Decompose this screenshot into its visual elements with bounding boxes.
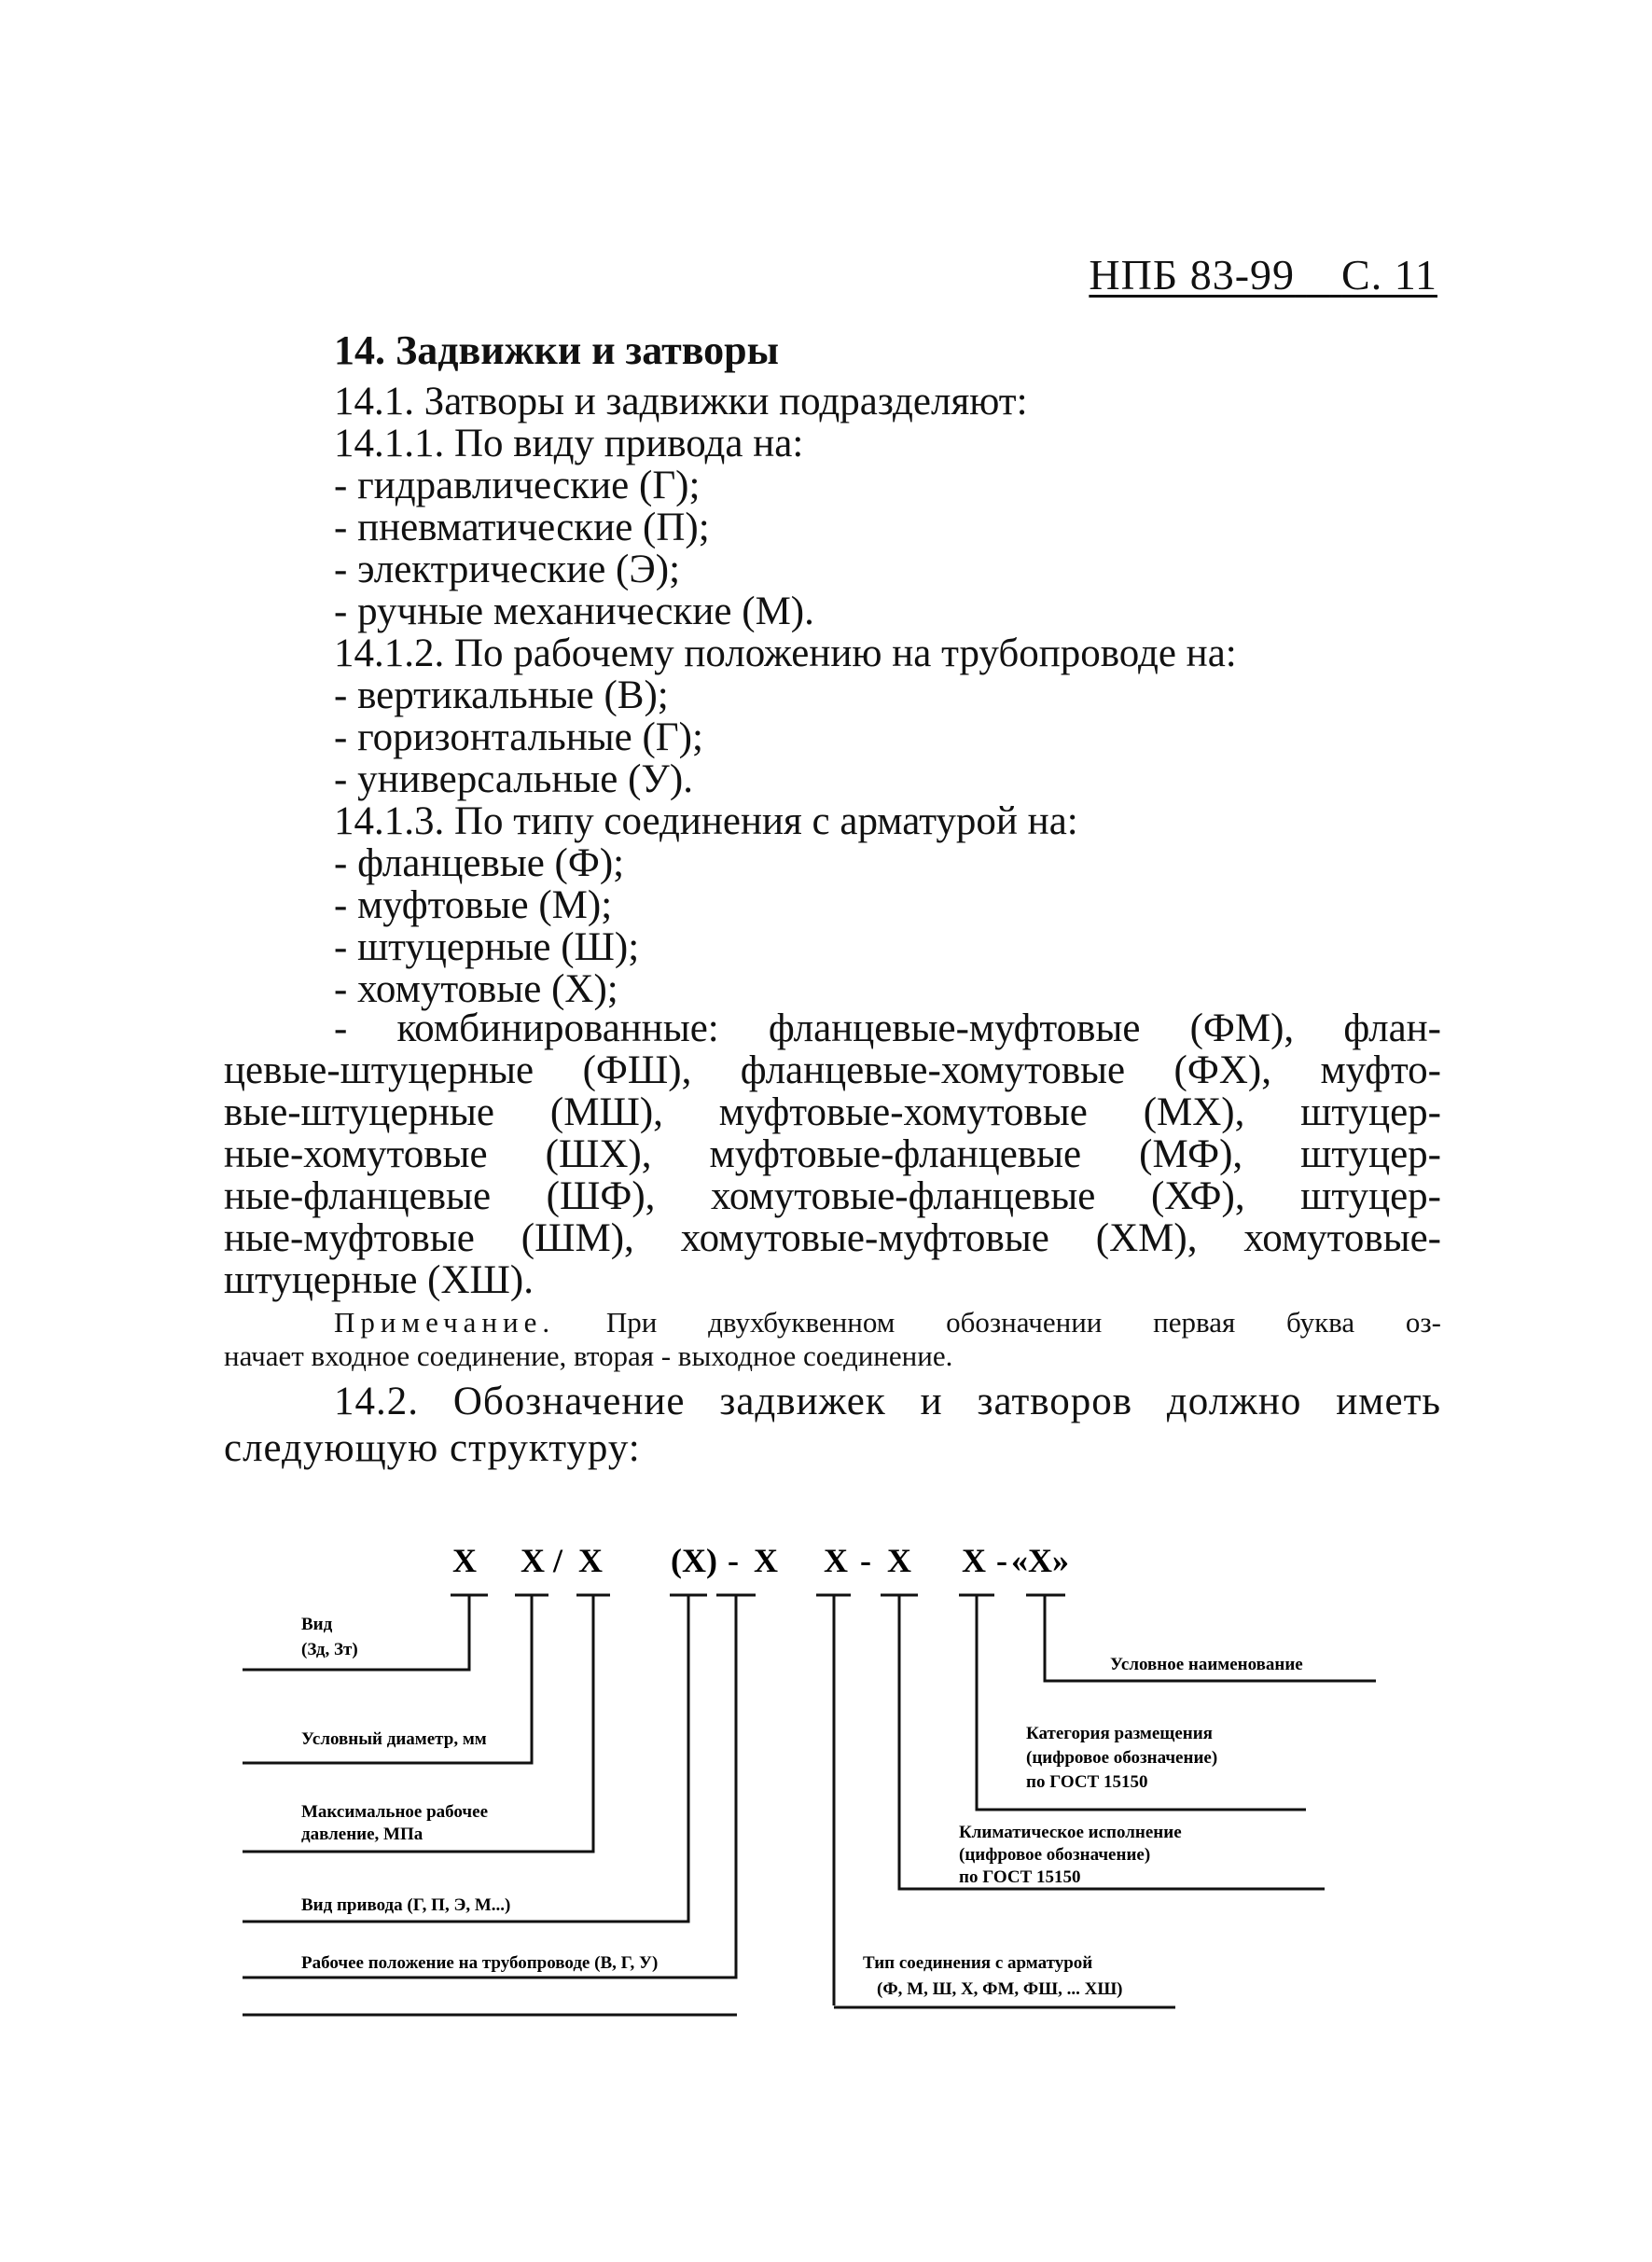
paragraph-line: ные-фланцевые (ШФ), хомутовые-фланцевые (ХФ), штуцер- <box>224 1174 1441 1218</box>
page-number: С. 11 <box>1341 251 1437 298</box>
label-pressure-units: давление, МПа <box>301 1825 423 1844</box>
note-text-continued: начает входное соединение, вторая - выходное соединение. <box>224 1339 953 1372</box>
label-pressure: Максимальное рабочее <box>301 1802 489 1822</box>
list-line: 14.1.1. По виду привода на: <box>334 422 804 465</box>
label-connection-types: (Ф, М, Ш, Х, ФМ, ФШ, ... ХШ) <box>877 1979 1123 1999</box>
list-line: - гидравлические (Г); <box>334 464 701 507</box>
structure-line: 14.2. Обозначение задвижек и затворов должно иметь <box>334 1380 1441 1423</box>
paragraph-line: цевые-штуцерные (ФШ), фланцевые-хомутовые (ФХ), муфто- <box>224 1048 1441 1092</box>
label-climate-digital: (цифровое обозначение) <box>959 1845 1151 1865</box>
code-part: Х <box>754 1542 778 1579</box>
list-line: - штуцерные (Ш); <box>334 925 640 969</box>
label-placement-gost: по ГОСТ 15150 <box>1026 1772 1148 1792</box>
list-line: - вертикальные (В); <box>334 673 669 717</box>
section-title: 14. Задвижки и затворы <box>334 327 779 373</box>
page-header <box>1089 250 1437 299</box>
combined-types-paragraph <box>224 1007 1441 1301</box>
paragraph-line: ные-хомутовые (ШХ), муфтовые-фланцевые (МФ), штуцер- <box>224 1132 1441 1176</box>
label-climate-gost: по ГОСТ 15150 <box>959 1867 1081 1887</box>
label-connection: Тип соединения с арматурой <box>863 1953 1093 1973</box>
document-code: НПБ 83-99 <box>1089 251 1296 298</box>
code-part: Х <box>452 1542 477 1579</box>
note-label: Примечание. <box>334 1306 556 1339</box>
paragraph-line: ные-муфтовые (ШМ), хомутовые-муфтовые (ХМ), хомутовые- <box>224 1216 1441 1260</box>
code-part: Х <box>824 1542 848 1579</box>
list-line: - универсальные (У). <box>334 757 693 801</box>
list-line: - электрические (Э); <box>334 548 681 591</box>
label-diameter: Условный диаметр, мм <box>301 1729 487 1749</box>
code-part: - <box>996 1542 1007 1579</box>
label-climate: Климатическое исполнение <box>959 1823 1182 1842</box>
code-part: / <box>553 1542 563 1579</box>
code-part: «Х» <box>1011 1542 1069 1579</box>
code-part: - <box>860 1542 871 1579</box>
code-part: Х <box>962 1542 986 1579</box>
paragraph-line: вые-штуцерные (МШ), муфтовые-хомутовые (МХ), штуцер- <box>224 1090 1441 1134</box>
code-part: Х <box>578 1542 603 1579</box>
note <box>224 1306 1441 1373</box>
structure-intro <box>224 1379 1441 1472</box>
structure-line: следующую структуру: <box>224 1426 641 1470</box>
list-line: - ручные механические (М). <box>334 590 814 633</box>
diagram-svg <box>280 1520 1418 2043</box>
list-line: - муфтовые (М); <box>334 883 613 927</box>
designation-structure-diagram <box>280 1520 1418 2043</box>
note-text: При двухбуквенном обозначении первая буква оз- <box>605 1306 1441 1339</box>
list-line: - пневматические (П); <box>334 506 710 549</box>
label-placement-digital: (цифровое обозначение) <box>1026 1748 1218 1768</box>
label-vid-types: (Зд, Зт) <box>301 1640 358 1659</box>
label-drive: Вид привода (Г, П, Э, М...) <box>301 1895 511 1915</box>
list-line: - хомутовые (Х); <box>334 967 618 1011</box>
list-line: 14.1.3. По типу соединения с арматурой на: <box>334 799 1078 843</box>
code-part: Х <box>887 1542 911 1579</box>
paragraph-line: - комбинированные: фланцевые-муфтовые (ФМ), флан- <box>334 1006 1441 1050</box>
list-line: 14.1. Затворы и задвижки подразделяют: <box>334 380 1028 423</box>
classification-list <box>334 381 1453 1010</box>
list-line: - фланцевые (Ф); <box>334 841 625 885</box>
code-part: (Х) <box>671 1542 717 1579</box>
label-position: Рабочее положение на трубопроводе (В, Г, У) <box>301 1953 659 1973</box>
list-line: - горизонтальные (Г); <box>334 715 703 759</box>
label-placement: Категория размещения <box>1026 1724 1213 1743</box>
label-vid: Вид <box>301 1615 333 1634</box>
code-part: Х <box>521 1542 545 1579</box>
list-line: 14.1.2. По рабочему положению на трубопроводе на: <box>334 631 1237 675</box>
code-part: - <box>728 1542 739 1579</box>
label-name: Условное наименование <box>1110 1655 1303 1674</box>
paragraph-line: штуцерные (ХШ). <box>224 1258 534 1302</box>
